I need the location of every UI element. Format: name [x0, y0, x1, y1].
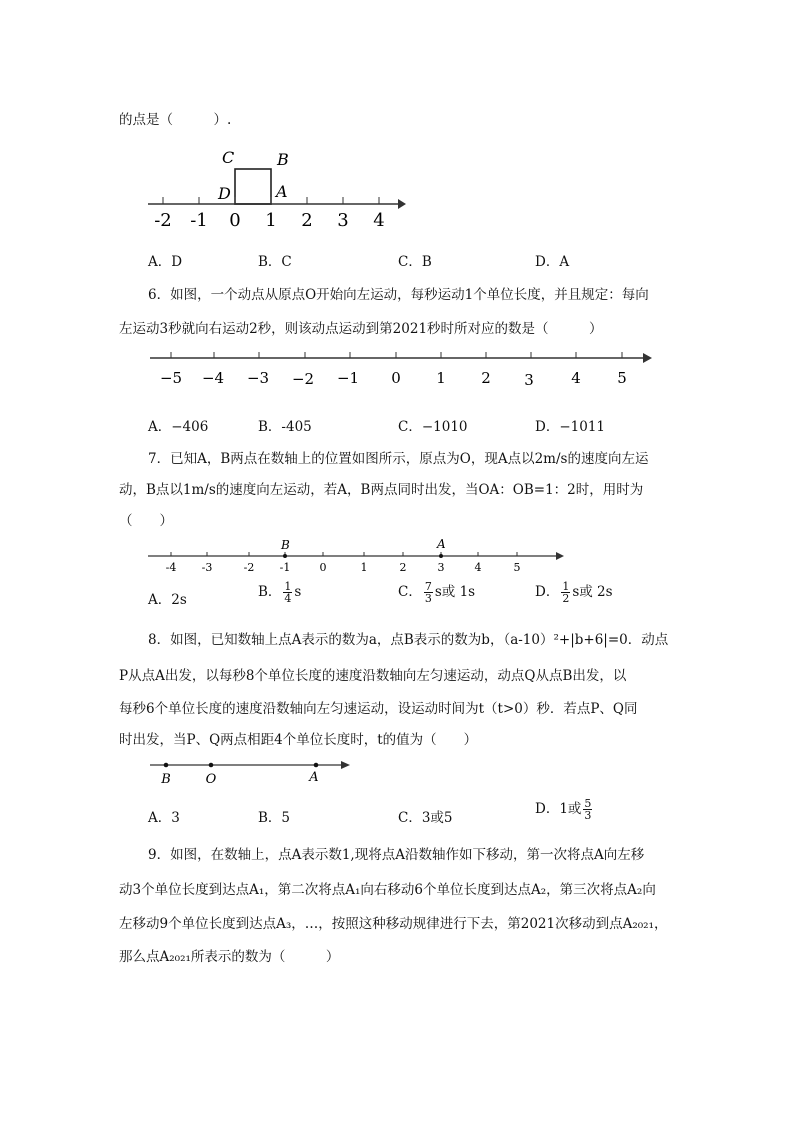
label-D: D	[218, 184, 231, 203]
label-A: A	[437, 537, 446, 551]
fraction: $\frac{1}{4}$	[284, 580, 292, 605]
q7-line2: 动，B点以1m/s的速度向左运动，若A，B两点同时出发，当OA：OB=1：2时，用时为	[119, 482, 644, 498]
label-B: B	[161, 772, 171, 787]
tick-label: −2	[291, 370, 315, 388]
tick-label: 1	[360, 561, 368, 574]
tick-label: 2	[481, 369, 491, 387]
tick-label: 1	[436, 369, 446, 387]
fraction: $\frac{7}{3}$	[424, 580, 432, 605]
label-A: A	[276, 182, 288, 201]
q9-line1: 9．如图，在数轴上，点A表示数1,现将点A沿数轴作如下移动，第一次将点A向左移	[148, 847, 645, 863]
q6-option-b[interactable]: B．-405	[258, 419, 312, 435]
tick-label: −3	[246, 369, 270, 387]
q8-option-d[interactable]	[535, 797, 594, 821]
q9-line4: 那么点A₂₀₂₁所表示的数为（ ）	[119, 949, 340, 965]
fraction: $\frac{1}{2}$	[562, 580, 570, 605]
q9-line2: 动3个单位长度到达点A₁，第二次将点A₁向右移动6个单位长度到达点A₂，第三次将点A₂向	[119, 882, 656, 898]
tick-label: −1	[336, 369, 360, 387]
tick-label: 5	[513, 561, 521, 574]
tick-label: −5	[159, 369, 183, 387]
q6-option-c[interactable]: C．−1010	[398, 419, 468, 435]
label-C: C	[222, 148, 235, 167]
point-B	[164, 763, 169, 768]
tick-label: 4	[571, 369, 581, 387]
q7-line3: （ ）	[119, 513, 173, 529]
q8-option-c[interactable]: C．3或5	[398, 810, 453, 826]
label-B: B	[281, 538, 290, 552]
label-B: B	[277, 150, 289, 169]
q8-line4: 时出发，当P、Q两点相距4个单位长度时，t的值为（ ）	[119, 732, 478, 748]
option-suffix: s	[294, 584, 302, 600]
q5-option-b[interactable]: B．C	[258, 254, 292, 270]
tick-label: -1	[190, 210, 208, 231]
q7-line1: 7．已知A，B两点在数轴上的位置如图所示，原点为O，现A点以2m/s的速度向左运	[148, 451, 649, 467]
tick-label: 3	[437, 561, 445, 574]
q9-line3: 左移动9个单位长度到达点A₃，…，按照这种移动规律进行下去，第2021次移动到点A₂₀₂₁，	[119, 916, 668, 932]
tick-label: 2	[301, 210, 313, 231]
q8-line1: 8．如图，已知数轴上点A表示的数为a，点B表示的数为b，（a-10）²+|b+6|=0．动点	[148, 632, 669, 648]
tick-label: 4	[373, 210, 385, 231]
q7-option-a[interactable]: A．2s	[148, 592, 187, 608]
tick-label: 3	[524, 371, 534, 389]
option-prefix: C．	[398, 584, 422, 600]
tick-label: 0	[391, 369, 401, 387]
tick-label: 1	[265, 210, 277, 231]
tick-label: -1	[279, 561, 291, 574]
tick-label: -2	[154, 210, 172, 231]
q6-line1: 6．如图，一个动点从原点O开始向左运动，每秒运动1个单位长度，并且规定：每向	[148, 287, 649, 303]
option-prefix: D．	[535, 584, 560, 600]
q5-stem-tail: 的点是（ ）.	[119, 112, 232, 128]
point-O	[209, 763, 214, 768]
label-O: O	[205, 772, 217, 787]
q5-option-c[interactable]: C．B	[398, 254, 432, 270]
q5-option-a[interactable]: A．D	[148, 254, 183, 270]
label-A: A	[309, 770, 319, 785]
q6-option-d[interactable]: D．−1011	[535, 419, 605, 435]
tick-label: 4	[474, 561, 482, 574]
q8-option-a[interactable]: A．3	[148, 810, 180, 826]
fraction: $\frac{5}{3}$	[584, 797, 592, 822]
tick-label: 0	[229, 210, 241, 231]
q6-option-a[interactable]: A．−406	[148, 419, 209, 435]
tick-label: -4	[165, 561, 177, 574]
option-suffix: s或 1s	[434, 584, 476, 600]
q8-line3: 每秒6个单位长度的速度沿数轴向左匀速运动，设运动时间为t（t>0）秒．若点P、Q同	[119, 701, 638, 717]
q5-option-d[interactable]: D．A	[535, 254, 570, 270]
q6-line2: 左运动3秒就向右运动2秒，则该动点运动到第2021秒时所对应的数是（ ）	[119, 321, 603, 337]
option-prefix: D．1或	[535, 801, 582, 817]
tick-label: -3	[201, 561, 213, 574]
tick-label: -2	[243, 561, 255, 574]
point-A	[314, 763, 319, 768]
tick-label: 5	[617, 369, 627, 387]
tick-label: 0	[319, 561, 327, 574]
q8-option-b[interactable]: B．5	[258, 810, 291, 826]
option-suffix: s或 2s	[572, 584, 613, 600]
tick-label: 2	[399, 561, 407, 574]
tick-label: 3	[337, 210, 349, 231]
option-prefix: B．	[258, 584, 282, 600]
tick-label: −4	[201, 369, 225, 387]
arrow-head-icon	[341, 761, 350, 769]
q8-line2: P从点A出发，以每秒8个单位长度的速度沿数轴向左匀速运动，动点Q从点B出发，以	[119, 668, 627, 684]
